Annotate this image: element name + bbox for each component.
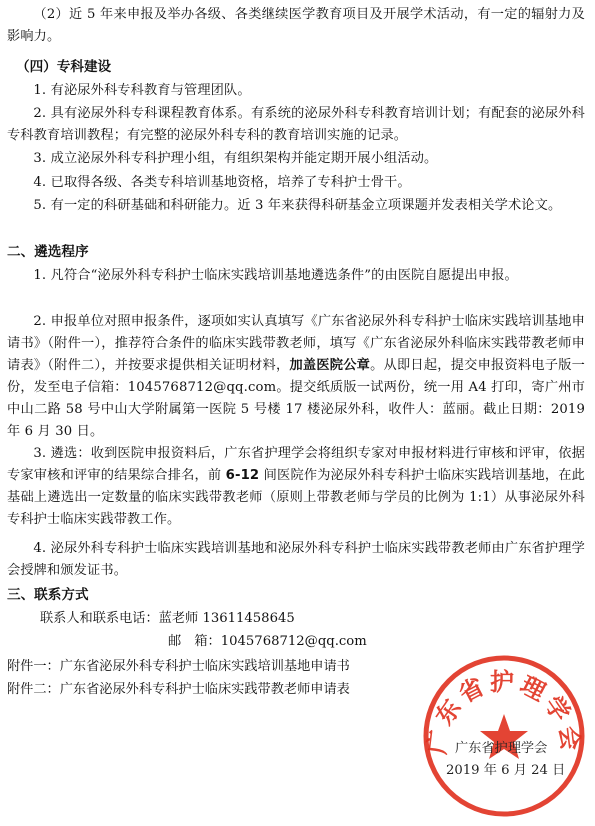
selection-item-2-text-b: 。从即日起，提交申报资料电子版一份，发至电子信箱：1045768712@qq.com。提交纸质版一试两份，统一用 A4 打印，寄广州市中山二路 58 号中山大学附属第一医院 5 号楼 17 楼泌尿外科，收件人：蓝丽。截止日期：2019 年 6 月 30 日。 bbox=[7, 358, 585, 439]
selection-item-2-text-a: 2. 申报单位对照申报条件，逐项如实认真填写《广东省泌尿外科专科护士临床实践培训基地申请书》（附件一），推荐符合条件的临床实践带教老师，填写《广东省泌尿外科临床实践带教老师申请表》（附件二），并按要求提供相关证明材料， bbox=[7, 314, 585, 373]
selection-item-3-range: 6-12 bbox=[225, 468, 260, 483]
selection-item-1: 1. 凡符合“泌尿外科专科护士临床实践培训基地遴选条件”的由医院自愿提出申报。 bbox=[33, 268, 518, 283]
specialty-item-2: 2. 具有泌尿外科专科课程教育体系。有系统的泌尿外科专科教育培训计划；有配套的泌尿外科专科教育培训教程；有完整的泌尿外科专科的教育培训实施的记录。 bbox=[7, 106, 585, 143]
selection-item-4: 4. 泌尿外科专科护士临床实践培训基地和泌尿外科专科护士临床实践带教老师由广东省护理学会授牌和颁发证书。 bbox=[7, 541, 585, 578]
attachment-2: 附件二：广东省泌尿外科专科护士临床实践带教老师申请表 bbox=[7, 682, 350, 697]
specialty-item-5: 5. 有一定的科研基础和科研能力。近 3 年来获得科研基金立项课题并发表相关学术论文。 bbox=[33, 198, 562, 213]
specialty-item-1: 1. 有泌尿外科专科教育与管理团队。 bbox=[33, 83, 251, 98]
selection-item-2 bbox=[7, 311, 585, 443]
selection-item-3 bbox=[7, 443, 585, 531]
selection-item-2-stamp-note: 加盖医院公章 bbox=[289, 358, 371, 373]
signature-date: 2019 年 6 月 24 日 bbox=[446, 763, 566, 778]
attachment-1: 附件一：广东省泌尿外科专科护士临床实践培训基地申请书 bbox=[7, 659, 350, 674]
contact-email-line: 邮 箱：1045768712@qq.com bbox=[168, 634, 367, 649]
official-seal bbox=[420, 652, 588, 820]
contact-person-line: 联系人和联系电话：蓝老师 13611458645 bbox=[40, 611, 295, 626]
specialty-item-3: 3. 成立泌尿外科专科护理小组，有组织架构并能定期开展小组活动。 bbox=[33, 151, 438, 166]
selection-item-3-text-a: 3. 遴选：收到医院申报资料后，广东省护理学会将组织专家对申报材料进行审核和评审，依据专家审核和评审的结果综合排名，前 bbox=[7, 446, 585, 483]
signature-org: 广东省护理学会 bbox=[455, 741, 548, 756]
selection-item-3-text-b: 间医院作为泌尿外科专科护士临床实践培训基地，在此基础上遴选出一定数量的临床实践带教老师（原则上带教老师与学员的比例为 1:1）从事泌尿外科专科护士临床实践带教工作。 bbox=[7, 468, 585, 527]
section-contact-heading: 三、联系方式 bbox=[7, 587, 89, 603]
section-selection-heading: 二、遴选程序 bbox=[7, 244, 89, 260]
section-specialty-heading: （四）专科建设 bbox=[16, 59, 112, 75]
specialty-item-4: 4. 已取得各级、各类专科培训基地资格，培养了专科护士骨干。 bbox=[33, 175, 411, 190]
svg-text:广东省护理学会: 广东省护理学会 bbox=[422, 668, 586, 756]
intro-item-2: （2）近 5 年来申报及举办各级、各类继续医学教育项目及开展学术活动，有一定的辐射力及影响力。 bbox=[7, 7, 585, 44]
